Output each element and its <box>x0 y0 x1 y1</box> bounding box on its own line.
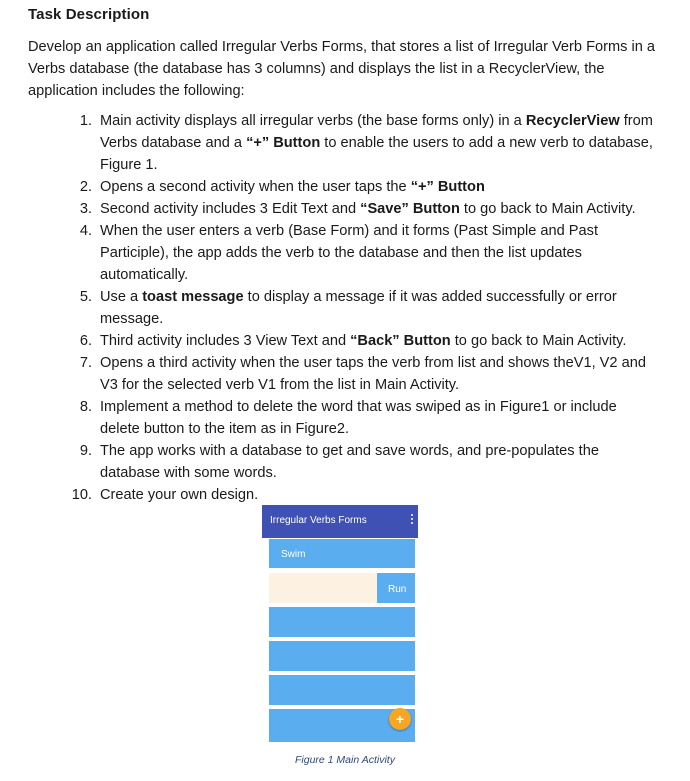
list-item: 1. Main activity displays all irregular verbs (the base forms only) in a RecyclerView from Verbs database and a “+” Button to enable the users to add a new verb to database, Figure 1. <box>60 110 660 176</box>
app-bar <box>262 505 418 538</box>
list-number: 3. <box>79 201 92 217</box>
list-number: 5. <box>79 289 92 305</box>
recycler-row[interactable] <box>269 641 415 671</box>
list-number: 7. <box>79 355 92 371</box>
list-item: 6. Third activity includes 3 View Text and “Back” Button to go back to Main Activity. <box>60 330 660 352</box>
task-list <box>60 110 660 506</box>
list-item: 5. Use a toast message to display a message if it was added successfully or error message. <box>60 286 660 330</box>
list-item: 4. When the user enters a verb (Base Form) and it forms (Past Simple and Past Participle), the app adds the verb to the database and then the list updates automatically. <box>60 220 660 286</box>
swiped-row-content[interactable] <box>377 573 415 603</box>
list-item: 9. The app works with a database to get and save words, and pre-populates the database with some words. <box>60 440 660 484</box>
app-title: Irregular Verbs Forms <box>270 515 367 526</box>
figure-phone-screenshot <box>262 505 418 742</box>
add-verb-fab[interactable]: + <box>389 708 411 730</box>
list-number: 1. <box>79 113 92 129</box>
intro-paragraph: Develop an application called Irregular Verbs Forms, that stores a list of Irregular Verb Forms in a Verbs database (the database has 3 columns) and displays the list in a RecyclerView, the application includes the following: <box>28 39 656 99</box>
list-item: 3. Second activity includes 3 Edit Text and “Save” Button to go back to Main Activity. <box>60 198 660 220</box>
list-item: 2. Opens a second activity when the user taps the “+” Button <box>60 176 660 198</box>
list-number: 4. <box>79 223 92 239</box>
list-number: 10. <box>71 487 92 503</box>
recycler-row[interactable] <box>269 675 415 705</box>
section-heading: Task Description <box>28 6 150 23</box>
list-number: 8. <box>79 399 92 415</box>
list-item: 10. Create your own design. <box>60 484 660 506</box>
list-number: 9. <box>79 443 92 459</box>
list-number: 6. <box>79 333 92 349</box>
recycler-row-swiped[interactable] <box>269 573 415 603</box>
list-item: 7. Opens a third activity when the user taps the verb from list and shows theV1, V2 and V3 for the selected verb V1 from the list in Main Activity. <box>60 352 660 396</box>
verb-label: Swim <box>281 549 306 560</box>
overflow-menu-icon[interactable] <box>411 514 414 526</box>
verb-label: Run <box>388 584 407 595</box>
recycler-row[interactable] <box>269 539 415 568</box>
recycler-row[interactable] <box>269 607 415 637</box>
figure-caption: Figure 1 Main Activity <box>295 754 395 766</box>
list-number: 2. <box>79 179 92 195</box>
list-item: 8. Implement a method to delete the word that was swiped as in Figure1 or include delete button to the item as in Figure2. <box>60 396 660 440</box>
